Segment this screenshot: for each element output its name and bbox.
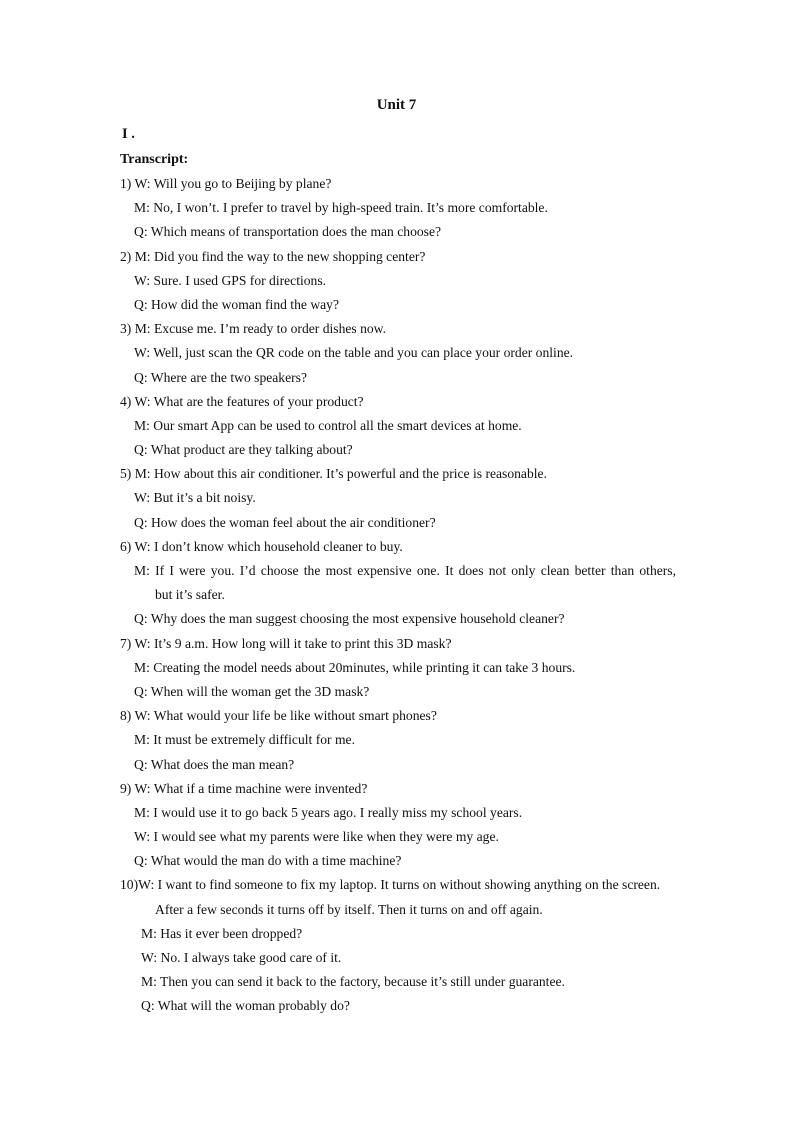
transcript-line [0, 511, 793, 535]
transcript-line-text: 5) M: How about this air conditioner. It’s powerful and the price is reasonable. [120, 466, 547, 482]
transcript-line [0, 656, 793, 680]
page-title: Unit 7 [376, 97, 417, 113]
transcript-line [0, 704, 793, 728]
transcript-line [0, 172, 793, 196]
transcript-line-text: M: Then you can send it back to the factory, because it’s still under guarantee. [141, 974, 565, 990]
transcript-line [0, 438, 793, 462]
section-number: I . [122, 126, 135, 142]
transcript-line-text: Q: How does the woman feel about the air conditioner? [134, 514, 436, 530]
transcript-line [0, 801, 793, 825]
transcript-line [0, 559, 793, 583]
transcript-line-text: 3) M: Excuse me. I’m ready to order dishes now. [120, 321, 387, 337]
transcript-body [0, 172, 793, 1019]
transcript-line [0, 632, 793, 656]
transcript-line-text: 9) W: What if a time machine were invented? [120, 780, 368, 796]
transcript-line [0, 873, 793, 897]
transcript-line-text: W: I would see what my parents were like when they were my age. [134, 829, 499, 845]
transcript-line-text: Q: What product are they talking about? [134, 442, 353, 458]
transcript-line [0, 462, 793, 486]
transcript-line-text: M: No, I won’t. I prefer to travel by high-speed train. It’s more comfortable. [134, 200, 548, 216]
transcript-line [0, 994, 793, 1018]
transcript-line-text: Q: When will the woman get the 3D mask? [134, 683, 370, 699]
transcript-line [0, 414, 793, 438]
transcript-line-text: 8) W: What would your life be like without smart phones? [120, 708, 437, 724]
transcript-line [0, 293, 793, 317]
transcript-line [0, 946, 793, 970]
transcript-line-text: 7) W: It’s 9 a.m. How long will it take to print this 3D mask? [120, 635, 452, 651]
transcript-line-text: M: Our smart App can be used to control all the smart devices at home. [134, 417, 522, 433]
transcript-line-text: 1) W: Will you go to Beijing by plane? [120, 176, 332, 191]
transcript-line [0, 922, 793, 946]
transcript-line-text: M: I would use it to go back 5 years ago. I really miss my school years. [134, 804, 523, 820]
transcript-line-text: Q: Where are the two speakers? [134, 369, 307, 385]
transcript-line [0, 970, 793, 994]
transcript-line-text: Q: What does the man mean? [134, 756, 295, 772]
transcript-line [0, 341, 793, 365]
transcript-line [0, 607, 793, 631]
transcript-line [0, 728, 793, 752]
transcript-line-text: Q: Why does the man suggest choosing the most expensive household cleaner? [134, 611, 565, 627]
transcript-line [0, 680, 793, 704]
transcript-line [0, 583, 793, 607]
transcript-line-text: Q: What will the woman probably do? [141, 998, 350, 1014]
transcript-line-text: W: No. I always take good care of it. [141, 950, 342, 965]
transcript-line [0, 196, 793, 220]
transcript-line [0, 849, 793, 873]
transcript-line [0, 486, 793, 510]
transcript-line [0, 535, 793, 559]
transcript-line-text: W: But it’s a bit noisy. [134, 490, 256, 506]
transcript-line-text: After a few seconds it turns off by itself. Then it turns on and off again. [155, 901, 543, 917]
transcript-line [0, 753, 793, 777]
transcript-line-text: M: Creating the model needs about 20minutes, while printing it can take 3 hours. [134, 659, 576, 675]
transcript-line-text: Q: How did the woman find the way? [134, 296, 339, 312]
transcript-line-text: 2) M: Did you find the way to the new shopping center? [120, 248, 426, 264]
transcript-line-text: M: Has it ever been dropped? [141, 925, 303, 941]
transcript-line-text: M: It must be extremely difficult for me. [134, 732, 355, 748]
transcript-line-text: W: Well, just scan the QR code on the table and you can place your order online. [134, 345, 574, 361]
transcript-line [0, 220, 793, 244]
transcript-line [0, 825, 793, 849]
transcript-line-text: 6) W: I don’t know which household cleaner to buy. [120, 538, 403, 554]
transcript-line-text: 4) W: What are the features of your product? [120, 393, 364, 409]
transcript-heading: Transcript: [120, 152, 189, 167]
transcript-line-text: Q: Which means of transportation does the man choose? [134, 224, 442, 240]
transcript-line-text: W: Sure. I used GPS for directions. [134, 272, 327, 288]
transcript-line-text: but it’s safer. [155, 587, 225, 603]
transcript-line [0, 390, 793, 414]
transcript-line [0, 366, 793, 390]
transcript-line-text: 10)W: I want to find someone to fix my laptop. It turns on without showing anything on the screen. [120, 877, 661, 893]
transcript-line-text: M: If I were you. I’d choose the most expensive one. It does not only clean better than others, [134, 563, 676, 578]
transcript-line [0, 317, 793, 341]
transcript-line [0, 898, 793, 922]
transcript-line [0, 269, 793, 293]
transcript-line [0, 245, 793, 269]
transcript-line [0, 777, 793, 801]
transcript-line-text: Q: What would the man do with a time machine? [134, 853, 402, 869]
